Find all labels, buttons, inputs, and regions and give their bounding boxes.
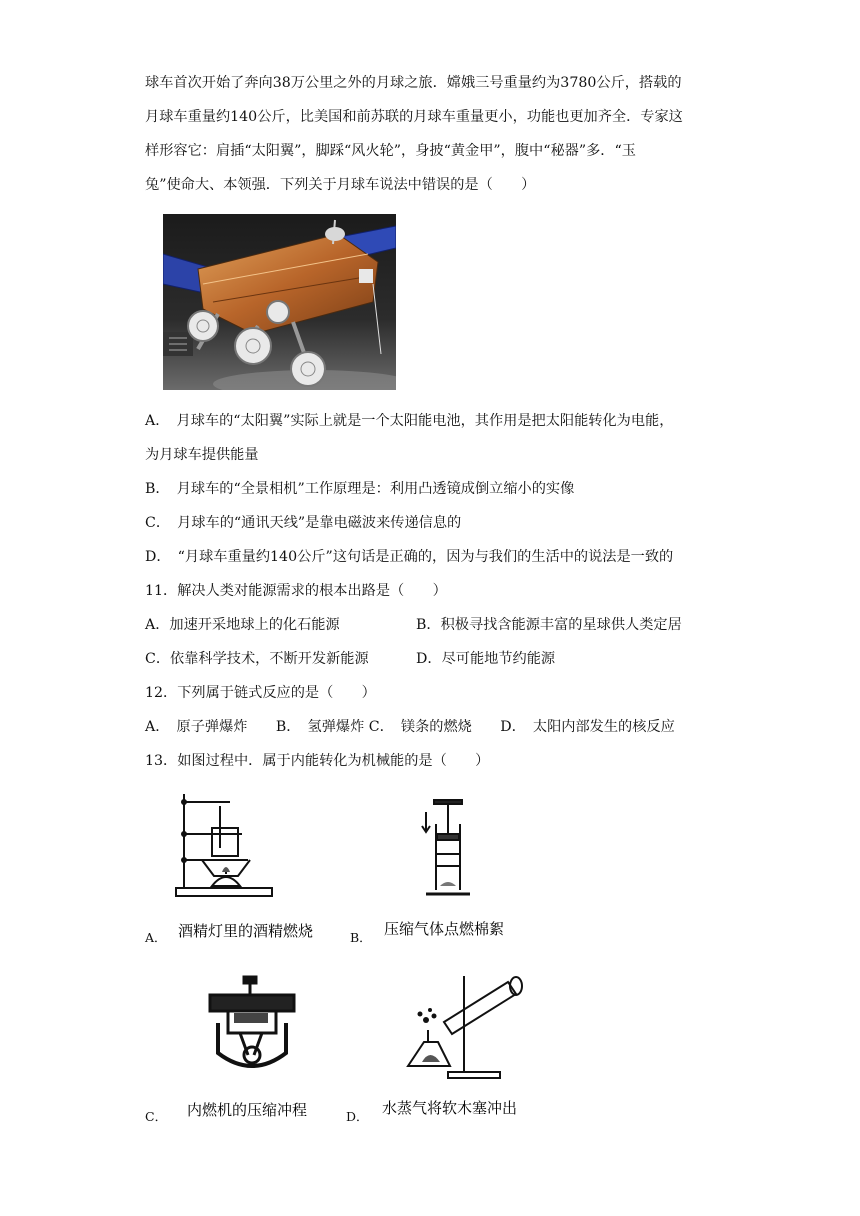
q11-option-c: C．依靠科学技术，不断开发新能源	[145, 651, 369, 667]
q10-option-c: C． 月球车的“通讯天线”是靠电磁波来传递信息的	[145, 515, 462, 531]
q11-option-b: B．积极寻找含能源丰富的星球供人类定居	[416, 617, 682, 633]
passage-line-1: 球车首次开始了奔向38万公里之外的月球之旅．嫦娥三号重量约为3780公斤，搭载的	[145, 75, 682, 91]
q13-option-b-caption: 压缩气体点燃棉絮	[384, 920, 505, 938]
q11-option-d: D．尽可能地节约能源	[416, 651, 556, 667]
passage-line-4: 兔”使命大、本领强．下列关于月球车说法中错误的是（ ）	[145, 177, 536, 193]
q12-stem: 12．下列属于链式反应的是（ ）	[145, 685, 376, 701]
passage-line-2: 月球车重量约140公斤，比美国和前苏联的月球车重量更小，功能也更加齐全．专家这	[145, 109, 683, 125]
q13-option-c-label: C．	[145, 1109, 168, 1124]
q10-option-d: D． “月球车重量约140公斤”这句话是正确的，因为与我们的生活中的说法是一致的	[145, 549, 674, 565]
q11-stem: 11．解决人类对能源需求的根本出路是（ ）	[145, 583, 447, 599]
q12-options: A． 原子弹爆炸 B． 氢弹爆炸 C． 镁条的燃烧 D． 太阳内部发生的核反应	[145, 719, 675, 735]
q13-option-a-label: A．	[145, 930, 167, 945]
steam-cork-figure	[404, 970, 524, 1082]
compression-tube-figure	[416, 794, 476, 900]
q13-stem: 13．如图过程中．属于内能转化为机械能的是（ ）	[145, 753, 490, 769]
q10-option-a-line-1: A． 月球车的“太阳翼”实际上就是一个太阳能电池，其作用是把太阳能转化为电能，	[145, 413, 674, 429]
q10-option-b: B． 月球车的“全景相机”工作原理是：利用凸透镜成倒立缩小的实像	[145, 481, 575, 497]
alcohol-lamp-figure	[172, 788, 274, 900]
passage-line-3: 样形容它：肩插“太阳翼”，脚踩“风火轮”，身披“黄金甲”，腹中“秘器”多．“玉	[145, 143, 636, 159]
combustion-engine-figure	[204, 975, 300, 1077]
q13-option-b-label: B．	[350, 930, 372, 945]
q10-option-a-line-2: 为月球车提供能量	[145, 447, 259, 463]
q11-option-a: A．加速开采地球上的化石能源	[145, 617, 340, 633]
q13-option-c-caption: 内燃机的压缩冲程	[187, 1101, 308, 1119]
q13-option-d-caption: 水蒸气将软木塞冲出	[382, 1099, 518, 1117]
lunar-rover-image	[163, 214, 396, 390]
q13-option-d-label: D．	[346, 1109, 369, 1124]
q13-option-a-caption: 酒精灯里的酒精燃烧	[178, 922, 314, 940]
